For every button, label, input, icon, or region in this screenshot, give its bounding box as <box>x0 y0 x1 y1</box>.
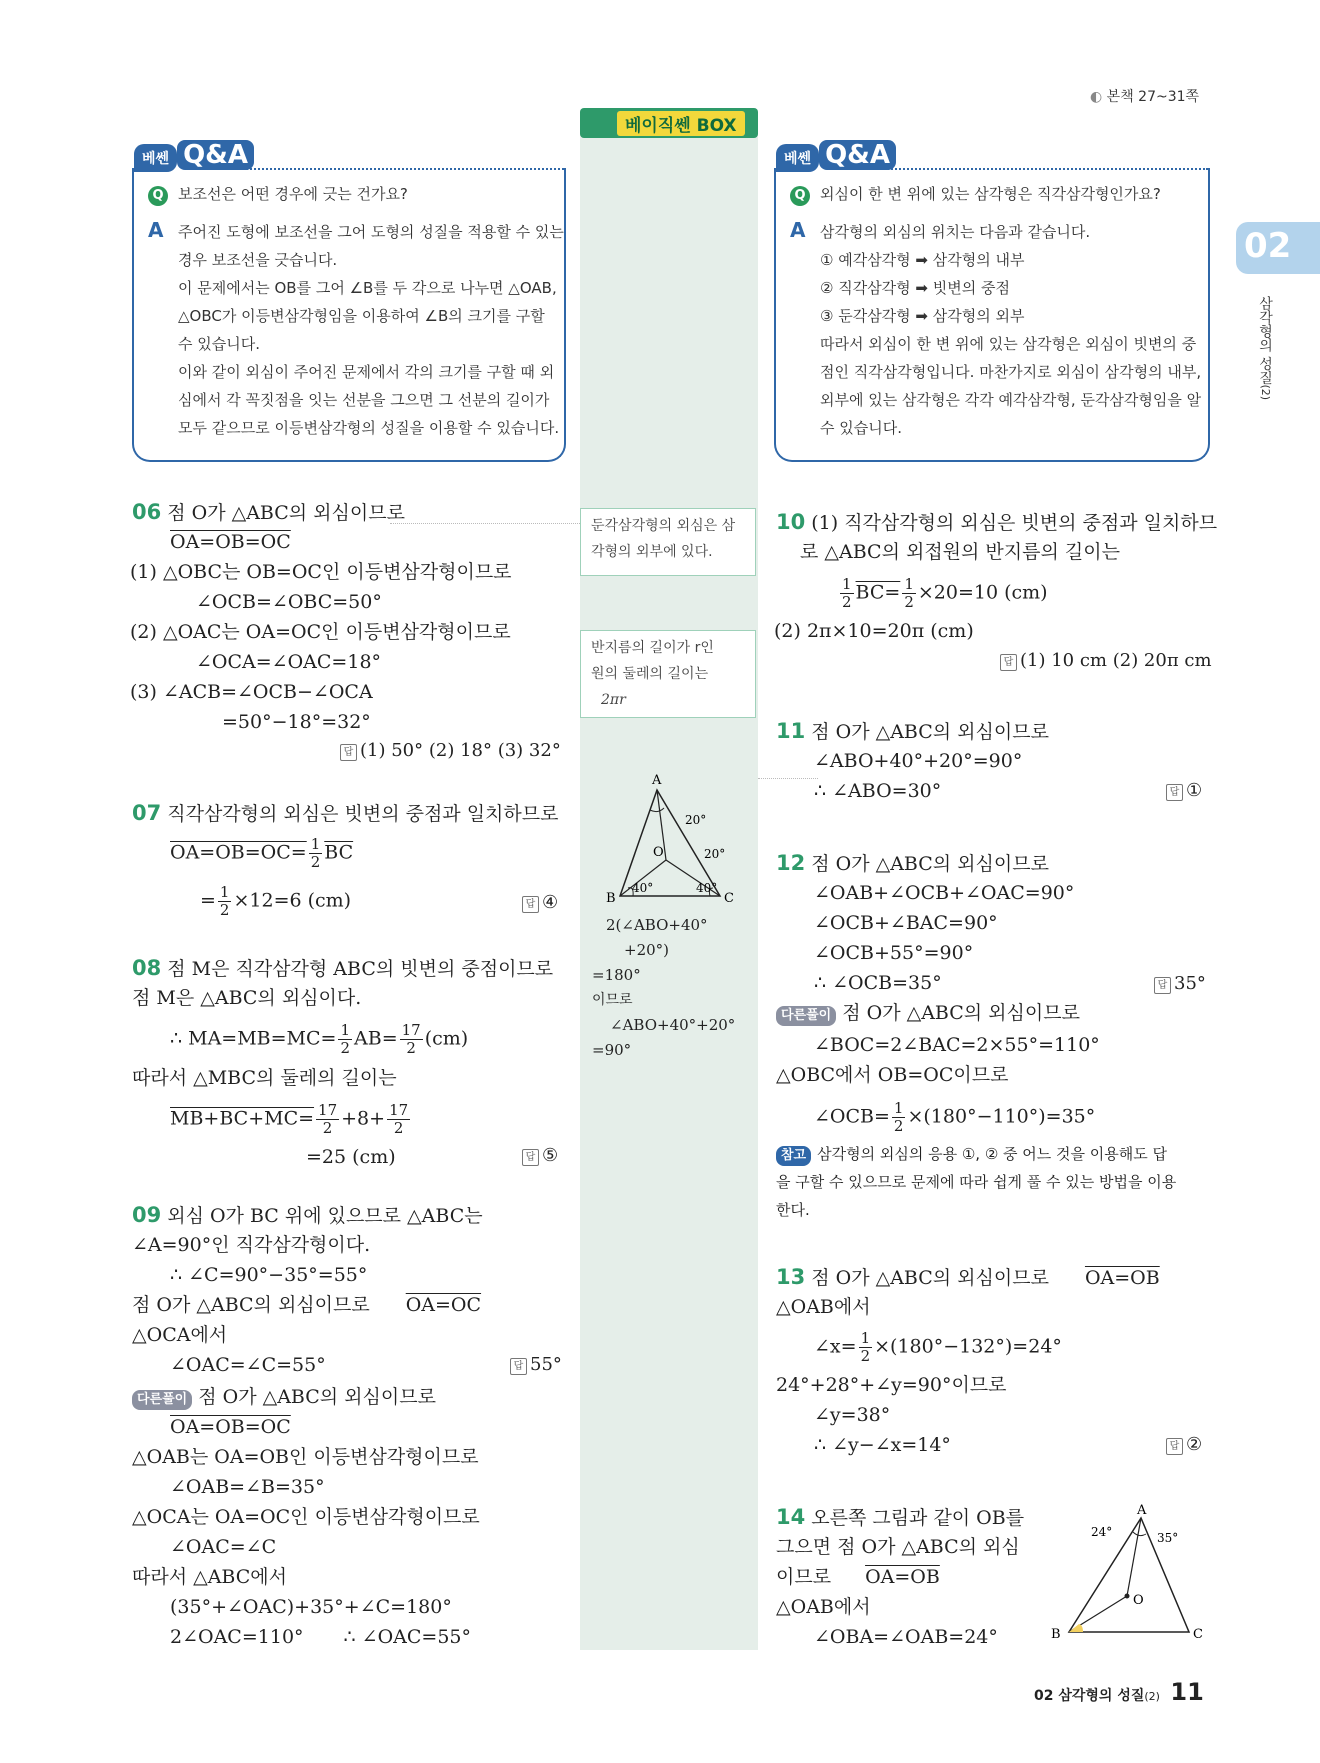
answer-icon: 답 <box>510 1358 527 1375</box>
problem-06-line: =50°−18°=32° <box>222 711 371 733</box>
problem-12-line: ∠BOC=2∠BAC=2×55°=110° <box>814 1034 1100 1056</box>
problem-09-line: ∠OAB=∠B=35° <box>170 1476 325 1498</box>
qa-badge-big: Q&A <box>177 140 254 170</box>
alt-solution-tag: 다른풀이 <box>776 1006 836 1026</box>
problem-12-line: 다른풀이 점 O가 △ABC의 외심이므로 <box>776 998 1080 1028</box>
problem-06-line: OA=OB=OC <box>170 531 291 553</box>
problem-12-line: ∠OAB+∠OCB+∠OAC=90° <box>814 882 1075 904</box>
problem-06-line: ∠OCB=∠OBC=50° <box>196 591 382 613</box>
angle-label: 40° <box>696 881 718 895</box>
answer-09: 답 55° <box>510 1354 562 1375</box>
problem-09-line: △OAB는 OA=OB인 이등변삼각형이므로 <box>132 1446 479 1468</box>
problem-14-line: 그으면 점 O가 △ABC의 외심 <box>776 1536 1020 1558</box>
problem-number: 14 <box>776 1505 806 1529</box>
problem-12-note: 참고 삼각형의 외심의 응용 ①, ② 중 어느 것을 이용해도 답 을 구할 수 있으므로 문제에 따라 쉽게 풀 수 있는 방법을 이용 한다. <box>776 1145 1177 1219</box>
qa-dotted-line <box>880 168 1208 170</box>
page-ref: ◐ 본책 27~31쪽 <box>1090 89 1200 105</box>
problem-09-line: 다른풀이 점 O가 △ABC의 외심이므로 <box>132 1382 436 1412</box>
answer-07: 답 ④ <box>522 892 558 913</box>
problem-13-line: 24°+28°+∠y=90°이므로 <box>776 1374 1007 1396</box>
connector-line <box>390 523 580 524</box>
problem-12-line: 12 점 O가 △ABC의 외심이므로 <box>776 851 1049 875</box>
problem-08-line: =25 (cm) <box>306 1146 396 1168</box>
qa-header <box>776 140 896 172</box>
qa-question: Q 보조선은 어떤 경우에 긋는 건가요? <box>148 180 558 208</box>
label-c: C <box>724 891 734 906</box>
qa-badge-big: Q&A <box>819 140 896 170</box>
problem-09-line: 점 O가 △ABC의 외심이므로 OA=OC <box>132 1294 482 1316</box>
problem-09-line: ∠A=90°인 직각삼각형이다. <box>132 1234 371 1256</box>
problem-08-line: 점 M은 △ABC의 외심이다. <box>132 987 362 1009</box>
problem-13-line: △OAB에서 <box>776 1296 871 1318</box>
problem-09-line: OA=OB=OC <box>170 1416 291 1438</box>
problem-06-line: (3) ∠ACB=∠OCB−∠OCA <box>130 681 373 703</box>
problem-12-line: △OBC에서 OB=OC이므로 <box>776 1064 1009 1086</box>
qa-badge: 베쎈 <box>134 144 177 172</box>
problem-07-line: OA=OB=OC= $\frac{1}{2}$ $\overline{BC}$ <box>170 835 354 871</box>
label-o: O <box>653 845 664 860</box>
answer-icon: 답 <box>522 896 539 913</box>
problem-08-line: MB+BC+MC= $\frac{17}{2}$ +8+ $\frac{17}{2}$ <box>170 1101 409 1137</box>
qa-answer: A 삼각형의 외심의 위치는 다음과 같습니다. ① 예각삼각형 ➡ 삼각형의 내부 ② 직각삼각형 ➡ 빗변의 중점 ③ 둔각삼각형 ➡ 삼각형의 외부 따라서 외심이 한 변 위에 있는 삼각형은 외심이 빗변의 중 점인 직각삼각형입니다. 마찬가지로 외심이 삼각형의 내부, 외부에 있는 삼각형은 각각 예각삼각형, 둔각삼각형임을 알 수 있습니다. <box>790 218 1202 437</box>
qa-question: Q 외심이 한 변 위에 있는 삼각형은 직각삼각형인가요? <box>790 180 1204 208</box>
problem-number: 09 <box>132 1203 162 1227</box>
qa-box-right <box>774 140 1210 462</box>
problem-07-line: 07 직각삼각형의 외심은 빗변의 중점과 일치하므로 <box>132 801 559 825</box>
answer-icon: A <box>148 218 164 242</box>
mid-calc: 2(∠ABO+40° +20°) =180° 이므로 ∠ABO+40°+20° =90° <box>592 916 736 1059</box>
problem-10-line: 로 △ABC의 외접원의 반지름의 길이는 <box>800 541 1120 563</box>
angle-label: 20° <box>685 813 707 827</box>
chapter-number: 02 <box>1244 226 1292 266</box>
problem-14-line: ∠OBA=∠OAB=24° <box>814 1626 998 1648</box>
basic-box-title-label: 베이직쎈 BOX <box>617 111 745 136</box>
problem-09-line: 09 외심 O가 BC 위에 있으므로 △ABC는 <box>132 1203 483 1227</box>
label-a: A <box>1137 1504 1147 1518</box>
problem-09-line: 2∠OAC=110° ∴ ∠OAC=55° <box>170 1626 472 1648</box>
answer-08: 답 ⑤ <box>522 1145 558 1166</box>
chapter-title-vertical: 삼각형의 성질(2) <box>1257 296 1273 401</box>
problem-12-line: ∠OCB+55°=90° <box>814 942 974 964</box>
problem-09-line: ∴ ∠C=90°−35°=55° <box>170 1264 368 1286</box>
problem-06-line: 06 점 O가 △ABC의 외심이므로 <box>132 500 405 524</box>
angle-label: 40° <box>632 881 654 895</box>
problem-13-line: ∠y=38° <box>814 1404 891 1426</box>
angle-label: 24° <box>1091 1525 1113 1539</box>
problem-06-line: (2) △OAC는 OA=OC인 이등변삼각형이므로 <box>130 621 511 643</box>
problem-14-line: △OAB에서 <box>776 1596 871 1618</box>
label-b: B <box>606 891 616 906</box>
answer-12: 답 35° <box>1154 973 1206 994</box>
problem-11-line: ∴ ∠ABO=30° <box>814 780 942 802</box>
problem-number: 11 <box>776 719 806 743</box>
problem-07-line: = $\frac{1}{2}$ ×12=6 (cm) <box>200 883 352 919</box>
problem-number: 08 <box>132 956 162 980</box>
tip-obtuse: 둔각삼각형의 외심은 삼각형의 외부에 있다. <box>580 508 756 576</box>
problem-number: 06 <box>132 500 162 524</box>
page-number: 11 <box>1170 1678 1204 1706</box>
problem-number: 07 <box>132 801 162 825</box>
connector-line <box>758 778 818 779</box>
tip-circumference: 반지름의 길이가 r인 원의 둘레의 길이는 2πr <box>580 630 756 718</box>
problem-08-line: 08 점 M은 직각삼각형 ABC의 빗변의 중점이므로 <box>132 956 554 980</box>
problem-09-line: △OCA에서 <box>132 1324 228 1346</box>
label-a: A <box>652 773 662 788</box>
answer-icon: 답 <box>1166 784 1183 801</box>
problem-12-line: ∠OCB= $\frac{1}{2}$ ×(180°−110°)=35° <box>814 1099 1096 1135</box>
answer-icon: 답 <box>1000 654 1017 671</box>
problem-12-line: ∴ ∠OCB=35° <box>814 972 942 994</box>
note-tag: 참고 <box>776 1146 811 1166</box>
triangle-figure-mid <box>600 768 740 908</box>
refresh-icon: ◐ <box>1090 89 1103 105</box>
problem-09-line: △OCA는 OA=OC인 이등변삼각형이므로 <box>132 1506 480 1528</box>
answer-icon: 답 <box>1154 977 1171 994</box>
problem-number: 12 <box>776 851 806 875</box>
answer-13: 답 ② <box>1166 1434 1202 1455</box>
problem-number: 13 <box>776 1265 806 1289</box>
question-icon: Q <box>790 186 810 206</box>
problem-13-line: 13 점 O가 △ABC의 외심이므로 OA=OB <box>776 1265 1160 1289</box>
problem-11-line: ∠ABO+40°+20°=90° <box>814 750 1023 772</box>
problem-13-line: ∠x= $\frac{1}{2}$ ×(180°−132°)=24° <box>814 1329 1062 1365</box>
label-o: O <box>1133 1593 1144 1608</box>
angle-label: 20° <box>704 847 726 861</box>
alt-solution-tag: 다른풀이 <box>132 1390 192 1410</box>
problem-08-line: ∴ MA=MB=MC= $\frac{1}{2}$ AB= $\frac{17}{2}$ (cm) <box>170 1021 469 1057</box>
problem-13-line: ∴ ∠y−∠x=14° <box>814 1434 951 1456</box>
problem-08-line: 따라서 △MBC의 둘레의 길이는 <box>132 1067 397 1089</box>
qa-header <box>134 140 254 172</box>
label-b: B <box>1051 1627 1061 1642</box>
answer-06: 답 (1) 50° (2) 18° (3) 32° <box>340 740 561 761</box>
question-icon: Q <box>148 186 168 206</box>
qa-badge: 베쎈 <box>776 144 819 172</box>
triangle-figure-14 <box>1045 1504 1205 1644</box>
answer-10: 답 (1) 10 cm (2) 20π cm <box>1000 650 1212 671</box>
problem-10-line: $\frac{1}{2}$ BC= $\frac{1}{2}$ ×20=10 (cm) <box>842 575 1048 611</box>
problem-09-line: 따라서 △ABC에서 <box>132 1566 287 1588</box>
problem-10-line: (2) 2π×10=20π (cm) <box>774 620 974 642</box>
answer-icon: 답 <box>1166 1438 1183 1455</box>
answer-icon: A <box>790 218 806 242</box>
label-c: C <box>1193 1627 1203 1642</box>
answer-icon: 답 <box>522 1149 539 1166</box>
problem-09-line: ∠OAC=∠C <box>170 1536 277 1558</box>
problem-11-line: 11 점 O가 △ABC의 외심이므로 <box>776 719 1049 743</box>
answer-11: 답 ① <box>1166 780 1202 801</box>
problem-06-line: ∠OCA=∠OAC=18° <box>196 651 382 673</box>
angle-label: 35° <box>1157 1531 1179 1545</box>
qa-dotted-line <box>238 168 564 170</box>
problem-12-line: ∠OCB+∠BAC=90° <box>814 912 998 934</box>
problem-number: 10 <box>776 510 806 534</box>
qa-answer: A 주어진 도형에 보조선을 그어 도형의 성질을 적용할 수 있는 경우 보조선을 긋습니다. 이 문제에서는 OB를 그어 ∠B를 두 각으로 나누면 △OAB, △OBC가 이등변삼각형임을 이용하여 ∠B의 크기를 구할 수 있습니다. 이와 같이 외심이 주어진 문제에서 각의 크기를 구할 때 외 심에서 각 꼭짓점을 잇는 선분을 그으면 그 선분의 길이가 모두 같으므로 이등변삼각형의 성질을 이용할 수 있습니다. <box>148 218 564 437</box>
problem-14-line: 이므로 OA=OB <box>776 1566 940 1588</box>
problem-09-line: (35°+∠OAC)+35°+∠C=180° <box>170 1596 452 1618</box>
problem-06-line: (1) △OBC는 OB=OC인 이등변삼각형이므로 <box>130 561 512 583</box>
page-footer: 02 삼각형의 성질(2) 11 <box>1034 1678 1204 1706</box>
problem-10-line: 10 (1) 직각삼각형의 외심은 빗변의 중점과 일치하므 <box>776 510 1218 534</box>
problem-14-line: 14 오른쪽 그림과 같이 OB를 <box>776 1505 1025 1529</box>
problem-09-line: ∠OAC=∠C=55° <box>170 1354 326 1376</box>
qa-box-left <box>132 140 566 462</box>
answer-icon: 답 <box>340 744 357 761</box>
